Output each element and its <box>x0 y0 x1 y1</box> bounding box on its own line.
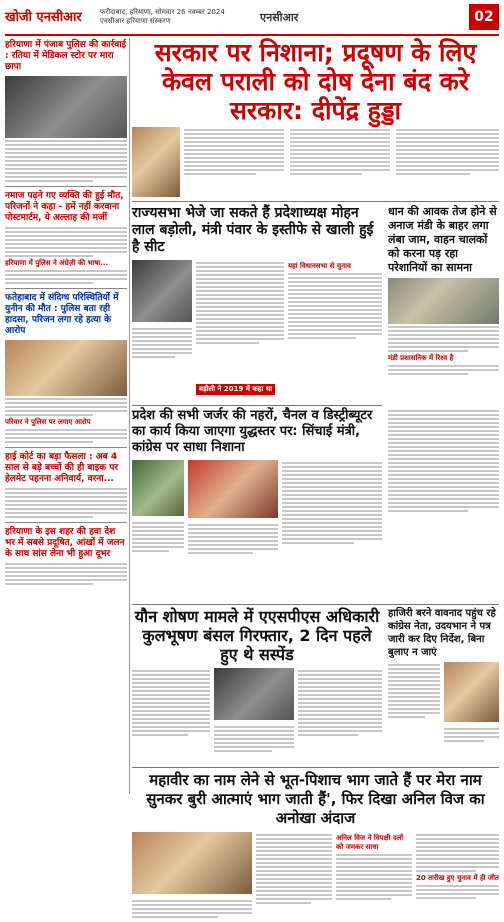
story2-side-label: यहां विधानसभा से चुनाव <box>288 262 351 270</box>
brand-name: खोजी एनसीआर <box>5 10 82 25</box>
separator <box>5 288 127 289</box>
story5-photo <box>132 832 252 894</box>
story3 <box>132 408 382 584</box>
lead-story-photo <box>132 127 180 197</box>
left-story2-body-2 <box>5 270 127 284</box>
left-story1-headline: हरियाणा में पंजाब पुलिस की कार्रवाई : रतिया में मेडिकल स्टोर पर मारा छापा <box>5 40 127 72</box>
masthead-meta <box>100 8 225 26</box>
story2-photo <box>132 260 192 322</box>
story2 <box>132 205 382 393</box>
story5 <box>132 771 499 922</box>
third-row <box>132 408 499 604</box>
side-story2-photo <box>444 662 499 722</box>
side-story-box-label: मंडी प्रशासनिक में रिश्व है <box>388 354 454 362</box>
edition-line: एनसीआर हरियाणा संस्करण <box>100 17 171 25</box>
left-story3-headline: फतेहाबाद में संदिग्ध परिस्थितियों में युनीन की मौत : पुलिस बता रही हादसा, परिजन लगा रहे हत्या के आरोप <box>5 293 119 336</box>
story2-headline: राज्यसभा भेजे जा सकते हैं प्रदेशाध्यक्ष मोहन लाल बड़ोली, मंत्री पंवार के इस्तीफे से खाली हुई है सीट <box>132 205 374 255</box>
side-story2 <box>388 607 499 750</box>
side-story2-headline: हाजिरी बरने वावनाद पहुंच रहे कांग्रेस नेता, उदयभान ने पत्र जारी कर दिए निर्देश, बिना बुलाए न जाएं <box>388 608 496 658</box>
left-story3-photo <box>5 340 127 396</box>
left-story1-photo <box>5 76 127 138</box>
side-story-photo <box>388 278 499 324</box>
story5-subhead-1: अनिल विज ने विपक्षी दलों को जमकर साधा <box>336 834 404 851</box>
left-story1-body <box>5 140 127 182</box>
separator <box>5 522 127 523</box>
side-story <box>388 205 499 377</box>
fourth-row <box>132 607 499 767</box>
section-title: एनसीआर <box>260 11 299 24</box>
story4 <box>132 607 382 768</box>
left-story2-subhead: हरियाणा में पुलिस ने अंग्रेज़ी की भाषा... <box>5 259 109 267</box>
left-story5-body <box>5 563 127 585</box>
page-number: 02 <box>469 4 499 30</box>
separator <box>5 186 127 187</box>
story3-photo-2 <box>188 460 278 518</box>
column-divider <box>129 38 130 794</box>
left-story2-headline: नमाज पढ़ने गए व्यक्ति की हुई मौत, परिजनों ने कहा - हमें नहीं करवाना पोस्टमार्टम, ये अल्लाह की मर्जी <box>5 191 124 223</box>
separator <box>5 447 127 448</box>
story4-headline: यौन शोषण मामले में एएसपीएस अधिकारी कुलभूषण बंसल गिरफ्तार, 2 दिन पहले हुए थे सस्पेंड <box>134 607 380 664</box>
story3-photo <box>132 460 184 516</box>
story5-headline: महावीर का नाम लेने से भूत-पिशाच भाग जाते हैं पर मेरा नाम सुनकर बुरी आत्माएं भाग जाती हैं', फिर दिखा अनिल विज का अनोखा अंदाज <box>146 771 485 827</box>
lead-headline: सरकार पर निशाना; प्रदूषण के लिए केवल पराली को दोष देना बंद करे सरकार: दीपेंद्र हुड्डा <box>154 38 477 125</box>
left-story5-headline: हरियाणा के इस शहर की हवा देश भर में सबसे प्रदूषित, आंखों में जलन के साथ सांस लेना भी हुआ दूभर <box>5 527 125 559</box>
left-story3-body-2 <box>5 429 127 443</box>
left-story3-subhead: परिवार ने पुलिस पर लगाए आरोप <box>5 418 91 426</box>
left-story4-body <box>5 488 127 518</box>
second-row <box>132 205 499 405</box>
story5-subhead-2: 20 तारीख हुए चुनाव में ही जीत <box>416 874 499 882</box>
left-story2-body <box>5 227 127 257</box>
lead-story-body <box>132 127 499 199</box>
side-story-headline: धान की आवक तेज होने से अनाज मंडी के बाहर लगा लंबा जाम, वाहन चालकों को करना पड़ रहा परेशानियों का सामना <box>388 205 497 274</box>
date-line: फरीदाबाद, हरियाणा, सोमवार 26 नवम्बर 2024 <box>100 8 225 16</box>
side-story-cont <box>388 408 499 514</box>
story3-headline: प्रदेश की सभी जर्जर की नहरों, चैनल व डिस्ट्रीब्यूटर का कार्य किया जाएगा युद्धस्तर पर: सिंचाई मंत्री, कांग्रेस पर साधा निशाना <box>132 408 373 455</box>
story2-box-label: बड़ौली ने 2019 में कहा था <box>196 384 275 395</box>
left-story3-body <box>5 398 127 416</box>
masthead <box>5 4 499 36</box>
left-column <box>5 38 127 587</box>
left-story4-headline: हाई कोर्ट का बड़ा फैसला : अब 4 साल से बड़े बच्चों की ही बाइक पर हेलमेट पहनना अनिवार्य, वरना... <box>5 452 119 484</box>
main-area <box>132 38 499 922</box>
story4-photo <box>214 668 294 720</box>
